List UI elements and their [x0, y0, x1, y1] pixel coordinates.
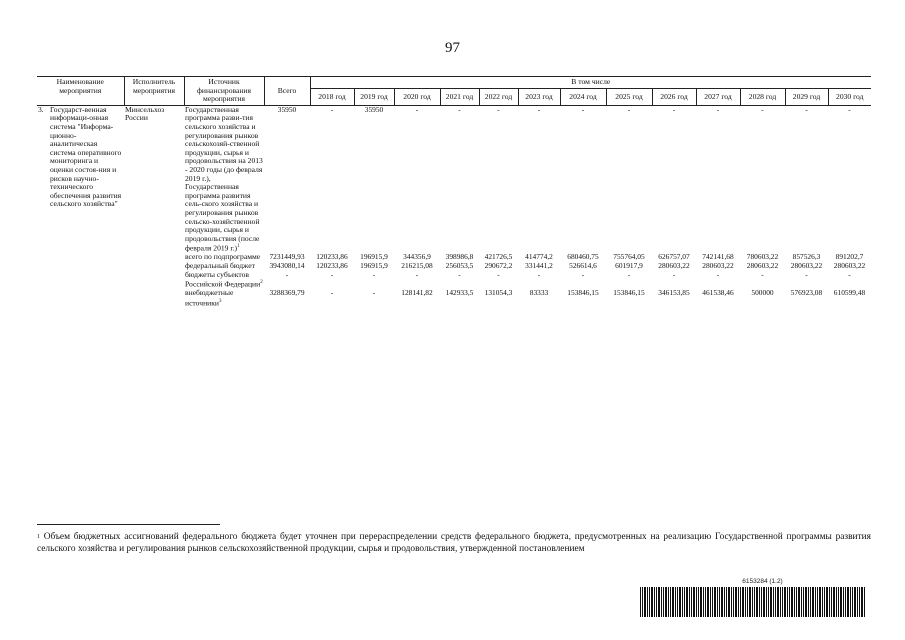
header-year: 2025 год — [606, 88, 652, 105]
item-year-value: - — [627, 104, 631, 114]
funding-year-value: 256053,5 — [445, 261, 474, 270]
funding-year-value: 421726,5 — [484, 252, 513, 262]
funding-year-value: - — [537, 269, 541, 279]
funding-year-value: 142933,5 — [445, 288, 474, 298]
funding-year-value: 526614,6 — [569, 261, 597, 270]
footnote-marker: 1 — [37, 534, 40, 540]
funding-year-value: - — [372, 288, 376, 298]
funding-total: 7231449,93 — [269, 252, 305, 262]
header-year: 2018 год — [310, 88, 354, 105]
header-including: В том числе — [310, 77, 871, 89]
item-year-value: - — [805, 104, 808, 114]
funding-year-value: 153846,15 — [567, 288, 599, 298]
barcode-icon — [640, 587, 865, 617]
funding-year-value: 344356,9 — [403, 252, 431, 262]
funding-year-value: 290672,2 — [484, 261, 513, 270]
header-year: 2028 год — [740, 88, 785, 105]
funding-year-value: - — [330, 269, 334, 279]
item-year-value: - — [716, 104, 720, 114]
funding-label: бюджеты субъектов Российской Федерации — [185, 269, 261, 289]
footnote — [37, 531, 871, 555]
footnote-ref: 3 — [218, 298, 222, 304]
funding-year-value: 742141,68 — [702, 252, 734, 262]
funding-year-value: 500000 — [751, 288, 774, 298]
empty-cell — [37, 262, 124, 271]
item-year-value: - — [458, 104, 461, 114]
funding-year-value: 153846,15 — [613, 288, 645, 298]
item-source: Государственная программа разви-тия сельского хозяйства и регулирования рынков сельскохозяй-ственной продукции, сырья и продовольствия на 2013 - 2020 годы (до февраля 2019 г.), Государственная программа развития сель-ского хозяйства и регулирования рынков сельско-хозяйственной продукции, сырья и продовольствия (после февраля 2019 г.) — [185, 104, 263, 253]
header-year: 2027 год — [696, 88, 740, 105]
funding-year-value: 414774,2 — [525, 252, 553, 262]
footnote-separator — [37, 524, 220, 525]
header-total: Всего — [264, 77, 310, 106]
footnote-ref: 1 — [237, 244, 240, 250]
item-year-value: - — [848, 104, 851, 114]
funding-year-value: 857526,3 — [792, 252, 821, 262]
funding-label: внебюджетные источники — [185, 288, 234, 308]
funding-year-value: - — [372, 269, 376, 279]
budget-table — [37, 76, 871, 308]
table-row — [37, 262, 871, 271]
funding-year-value: 280603,22 — [790, 261, 823, 270]
empty-cell — [124, 271, 184, 290]
funding-year-value: 576923,08 — [790, 288, 823, 298]
item-total: 35950 — [277, 104, 297, 114]
header-name: Наименование мероприятия — [37, 77, 124, 106]
funding-label: всего по подпрограмме — [185, 252, 261, 262]
funding-total: 3288369,79 — [269, 288, 305, 298]
header-year: 2019 год — [354, 88, 394, 105]
funding-year-value: 131054,3 — [484, 288, 513, 298]
empty-cell — [37, 271, 124, 290]
item-name: Государст-венная информаци-онная система "Информа-ционно-аналитическая система оперативного мониторинга и оценки состоя-ния и рисков научно-технического обеспечения развития сельского хозяйства" — [50, 104, 122, 209]
funding-year-value: - — [761, 269, 764, 279]
funding-year-value: - — [848, 269, 851, 279]
funding-year-value: - — [581, 269, 585, 279]
funding-year-value: 398986,8 — [445, 252, 474, 262]
table-row — [37, 105, 871, 253]
funding-year-value: 128141,82 — [401, 288, 433, 298]
funding-label-cell — [184, 289, 264, 308]
barcode-caption: 6153284 (1.2) — [742, 578, 783, 585]
item-year-value: - — [415, 104, 419, 114]
table-row — [37, 271, 871, 290]
funding-year-value: - — [805, 269, 808, 279]
empty-cell — [124, 289, 184, 308]
funding-year-value: - — [330, 288, 334, 298]
empty-cell — [37, 289, 124, 308]
funding-year-value: 280603,22 — [833, 261, 866, 270]
empty-cell — [124, 253, 184, 262]
funding-year-value: 461538,46 — [702, 288, 734, 298]
funding-year-value: 780603,22 — [746, 252, 779, 262]
document-barcode — [640, 578, 865, 617]
funding-year-value: - — [716, 269, 720, 279]
item-name-cell — [37, 105, 124, 253]
funding-year-value: 196915,9 — [360, 252, 388, 262]
table-row — [37, 289, 871, 308]
funding-year-value: - — [415, 269, 419, 279]
funding-year-value: 196915,9 — [360, 261, 388, 270]
item-year-value: - — [497, 104, 500, 114]
funding-year-value: 83333 — [529, 288, 549, 298]
funding-year-value: 626757,07 — [658, 252, 690, 262]
funding-year-value: 120233,86 — [316, 261, 348, 270]
header-year: 2029 год — [785, 88, 828, 105]
funding-year-value: 280603,22 — [658, 261, 690, 270]
funding-year-value: - — [672, 269, 676, 279]
funding-total: - — [285, 269, 289, 279]
footnote-text: Объем бюджетных ассигнований федерального бюджета будет уточнен при перераспределении средств федерального бюджета, предусмотренных на реализацию Государственной программы развития сельского хозяйства и регулирования рынков сельскохозяйственной продукции, сырья и продовольствия, утвержденной постановлением — [37, 532, 871, 554]
item-year-value: - — [330, 104, 334, 114]
page-number: 97 — [445, 40, 460, 56]
item-source-cell — [184, 105, 264, 253]
item-year-value: - — [672, 104, 676, 114]
funding-year-value: 680460,75 — [567, 252, 599, 262]
header-source: Источник финансирования мероприятия — [184, 77, 264, 106]
header-year: 2026 год — [652, 88, 696, 105]
item-index: 3. — [38, 104, 44, 114]
funding-label-cell — [184, 271, 264, 290]
funding-year-value: - — [627, 269, 631, 279]
funding-year-value: 755764,05 — [613, 252, 645, 262]
header-year: 2021 год — [440, 88, 479, 105]
header-year: 2023 год — [518, 88, 560, 105]
funding-year-value: 331441,2 — [525, 261, 553, 270]
item-year-value: - — [581, 104, 585, 114]
funding-year-value: 280603,22 — [746, 261, 779, 270]
funding-year-value: - — [458, 269, 461, 279]
footnote-ref: 2 — [260, 280, 263, 286]
item-executor: Минсельхоз России — [125, 104, 165, 123]
header-year: 2024 год — [560, 88, 606, 105]
funding-year-value: 280603,22 — [702, 261, 734, 270]
item-year-value: - — [761, 104, 764, 114]
funding-year-value: 120233,86 — [316, 252, 348, 262]
header-year: 2020 год — [394, 88, 440, 105]
funding-year-value: - — [497, 269, 500, 279]
item-year-value: 35950 — [364, 104, 384, 114]
empty-cell — [124, 262, 184, 271]
header-year: 2030 год — [828, 88, 871, 105]
funding-year-value: 891202,7 — [835, 252, 864, 262]
funding-year-value: 601917,9 — [615, 261, 643, 270]
funding-year-value: 346153,85 — [658, 288, 690, 298]
funding-year-value: 216215,08 — [401, 261, 433, 270]
header-executor: Исполнитель мероприятия — [124, 77, 184, 106]
funding-label: федеральный бюджет — [185, 261, 255, 270]
header-year: 2022 год — [479, 88, 518, 105]
funding-year-value: 610599,48 — [833, 288, 866, 298]
funding-total: 3943080,14 — [269, 261, 305, 270]
item-year-value: - — [537, 104, 541, 114]
empty-cell — [37, 253, 124, 262]
